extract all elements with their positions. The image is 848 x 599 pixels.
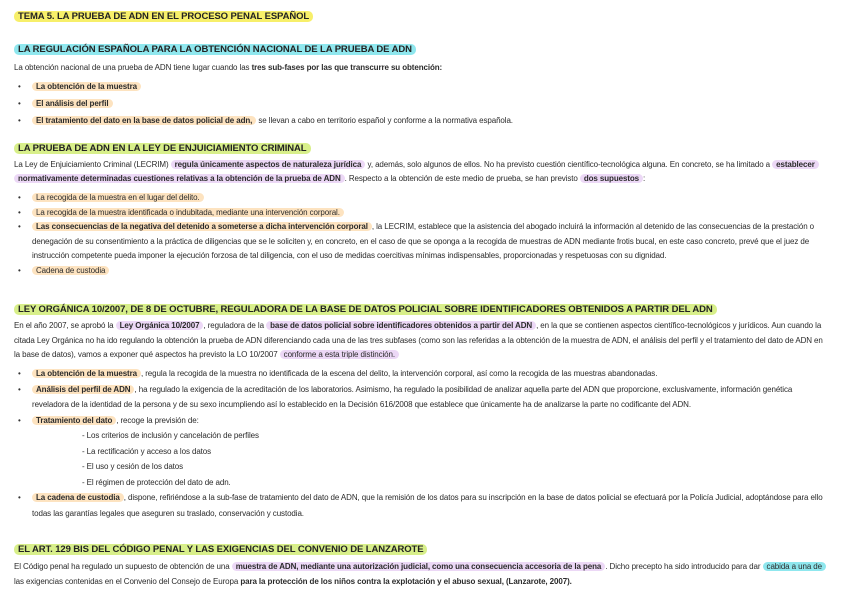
list-item: • El tratamiento del dato en la base de datos policial de adn, se llevan a cabo en territorio español y conforme a la normativa española. (0, 112, 830, 129)
list-item: • Las consecuencias de la negativa del detenido a someterse a dicha intervención corporal , la LECRIM, establece que la asistencia del abogado incluirá la información al detenido de las consecuencias de la prestación o denegación de su consentimiento a la práctica de diligencias que se le soliciten y, en concreto, en el caso de que se oponga a la recogida de muestras de ADN mediante frotis bucal, en este caso concreto, prevé que el juez de instrucción competente pueda imponer la ejecución forzosa de tal diligencia, con el uso de medidas coercitivas mínimas indispensables, proporcionadas y respetuosas con su dignidad. (0, 220, 830, 264)
section-paragraph: En el año 2007, se aprobó la Ley Orgánica 10/2007 , reguladora de la base de datos policial sobre identificadores obtenidos a partir del ADN , en la que se contienen aspectos científico-tecnológicos y jurídicos. Aun cuando la citada Ley Orgánica no ha ido regulando la obtención la prueba de ADN diferenciando cada una de las tres subfases (como son las referidas a la obtención de la muestra de ADN, el análisis del perfil y el tratamiento del dato de ADN en la base de datos), vamos a exponer qué aspectos ha previsto la LO 10/2007 conforme a esta triple distinción. (14, 321, 823, 359)
section-heading-codigo-penal: EL ART. 129 BIS DEL CÓDIGO PENAL Y LAS EXIGENCIAS DEL CONVENIO DE LANZAROTE (14, 543, 427, 557)
sub-list-item: - El régimen de protección del dato de adn. (82, 477, 231, 487)
document-title: TEMA 5. LA PRUEBA DE ADN EN EL PROCESO PENAL ESPAÑOL (14, 10, 313, 24)
list-item: • La recogida de la muestra en el lugar del delito. (0, 191, 830, 206)
bullet-list (0, 191, 830, 278)
list-item: • Cadena de custodia (0, 264, 830, 279)
list-item: • La obtención de la muestra (0, 78, 830, 95)
section-heading-lecrim: LA PRUEBA DE ADN EN LA LEY DE ENJUICIAMIENTO CRIMINAL (14, 142, 311, 156)
sub-list-item: - La rectificación y acceso a los datos (82, 446, 212, 456)
section-paragraph: El Código penal ha regulado un supuesto de obtención de una muestra de ADN, mediante una autorización judicial, como una consecuencia accesoria de la pena . Dicho precepto ha sido introducido para dar cabida a una de las exigencias contenidas en el Convenio del Consejo de Europa para la protección de los niños contra la explotación y el abuso sexual, (Lanzarote, 2007). (14, 560, 829, 589)
section-heading-regulacion: LA REGULACIÓN ESPAÑOLA PARA LA OBTENCIÓN NACIONAL DE LA PRUEBA DE ADN (14, 43, 416, 57)
list-item: • Análisis del perfil de ADN , ha regulado la exigencia de la acreditación de los laboratorios. Asimismo, ha regulado la posibilidad de analizar aquella parte del ADN que proporcione, exclusivamente, información genética reveladora de la identidad de la persona y de su sexo incumpliendo así lo establecido en la Decisión 616/2008 que establece que únicamente ha de analizarse la parte no codificante del ADN. (0, 382, 830, 413)
list-item: • El análisis del perfil (0, 95, 830, 112)
section-paragraph: La Ley de Enjuiciamiento Criminal (LECRIM) regula únicamente aspectos de naturaleza jurídica y, además, solo algunos de ellos. No ha previsto cuestión científico-tecnológica alguna. En concreto, se ha limitado a establecer normativamente determinadas cuestiones relativas a la obtención de la prueba de ADN . Respecto a la obtención de este medio de prueba, se han previsto dos supuestos : (14, 158, 829, 186)
bullet-list (0, 78, 830, 129)
list-item: • Tratamiento del dato , recoge la previsión de: - Los criterios de inclusión y cancelación de perfiles - La rectificación y acceso a los datos - El uso y cesión de los datos - El régimen de protección del dato de adn. (0, 413, 830, 491)
list-item: • La obtención de la muestra , regula la recogida de la muestra no identificada de la escena del delito, la intervención corporal, así como la recogida de las muestras abandonadas. (0, 366, 830, 382)
sub-list (32, 428, 830, 490)
list-item: • La cadena de custodia , dispone, refiriéndose a la sub-fase de tratamiento del dato de ADN, que la remisión de los datos para su inscripción en la base de datos policial se efectuará por la Policía Judicial, adoptándose para ello todas las garantías legales que aseguren su traslado, conservación y custodia. (0, 490, 830, 521)
sub-list-item: - El uso y cesión de los datos (82, 462, 184, 471)
bullet-list (0, 366, 830, 521)
section-paragraph: La obtención nacional de una prueba de ADN tiene lugar cuando las tres sub-fases por las que transcurre su obtención: (14, 63, 443, 72)
list-item: • La recogida de la muestra identificada o indubitada, mediante una intervención corporal. (0, 206, 830, 221)
sub-list-item: - Los criterios de inclusión y cancelación de perfiles (82, 431, 259, 440)
section-heading-ley-organica: LEY ORGÁNICA 10/2007, DE 8 DE OCTUBRE, REGULADORA DE LA BASE DE DATOS POLICIAL SOBRE IDENTIFICADORES OBTENIDOS A PARTIR DEL ADN (14, 303, 717, 317)
